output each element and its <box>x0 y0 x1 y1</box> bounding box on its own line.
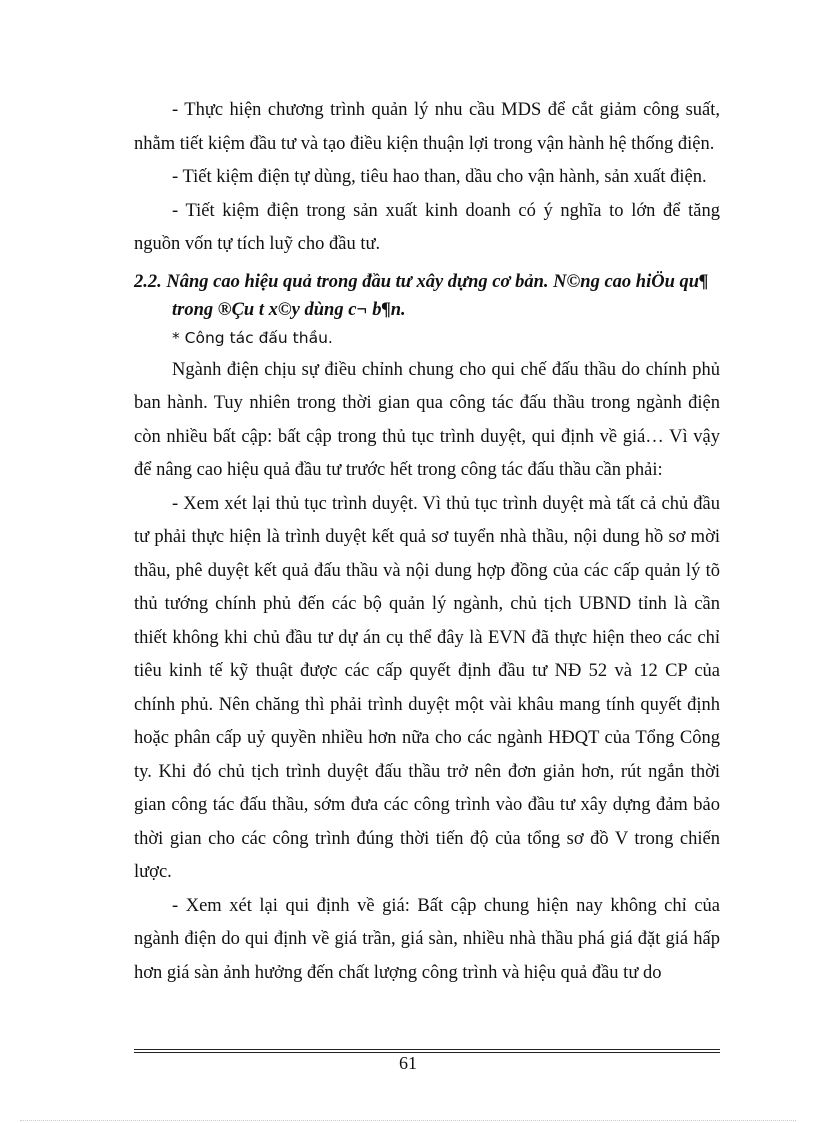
page-body <box>134 94 720 990</box>
paragraph-business-saving: - Tiết kiệm điện trong sản xuất kinh doanh có ý nghĩa to lớn để tăng nguồn vốn tự tích luỹ cho đầu tư. <box>134 200 720 254</box>
page-edge-dotted-line <box>20 1120 796 1121</box>
paragraph-self-use: - Tiết kiệm điện tự dùng, tiêu hao than, dầu cho vận hành, sản xuất điện. <box>172 167 707 187</box>
page-number: 61 <box>399 1053 417 1073</box>
footer-rule-top <box>134 1049 720 1050</box>
paragraph-price-regulation: - Xem xét lại qui định về giá: Bất cập chung hiện nay không chỉ của ngành điện do qui định về giá trần, giá sàn, nhiều nhà thầu phá giá đặt giá hấp hơn giá sàn ảnh hưởng đến chất lượng công trình và hiệu quả đầu tư do <box>134 895 720 983</box>
paragraph-bidding-intro: Ngành điện chịu sự điều chỉnh chung cho qui chế đấu thầu do chính phủ ban hành. Tuy nhiên trong thời gian qua công tác đấu thầu trong ngành điện còn nhiều bất cập: bất cập trong thủ tục trình duyệt, qui định về giá… Vì vậy để nâng cao hiệu quả đầu tư trước hết trong công tác đấu thầu cần phải: <box>134 359 720 480</box>
paragraph-mds: - Thực hiện chương trình quản lý nhu cầu MDS để cắt giảm công suất, nhằm tiết kiệm đầu tư và tạo điều kiện thuận lợi trong vận hành hệ thống điện. <box>134 100 720 154</box>
subheading-bidding: * Công tác đấu thầu. <box>172 328 333 347</box>
paragraph-approval-procedure: - Xem xét lại thủ tục trình duyệt. Vì thủ tục trình duyệt mà tất cả chủ đầu tư phải thực hiện là trình duyệt kết quả sơ tuyển nhà thầu, nội dung hồ sơ mời thầu, phê duyệt kết quả đấu thầu và nội dung hợp đồng của các cấp quản lý tõ thủ tướng chính phủ đến các bộ quản lý ngành, chủ tịch UBND tỉnh là cần thiết không khi chủ đầu tư dự án cụ thể đây là EVN đã thực hiện theo các chỉ tiêu kinh tế kỹ thuật được các cấp quyết định đầu tư NĐ 52 và 12 CP của chính phủ. Nên chăng thì phải trình duyệt một vài khâu mang tính quyết định hoặc phân cấp uỷ quyền nhiều hơn nữa cho các ngành HĐQT của Tổng Công ty. Khi đó chủ tịch trình duyệt đấu thầu trở nên đơn giản hơn, rút ngắn thời gian công tác đấu thầu, sớm đưa các công trình vào đầu tư xây dựng đảm bảo thời gian cho các công trình đúng thời tiến độ của tổng sơ đồ V trong chiến lược. <box>134 493 720 882</box>
section-heading: 2.2. Nâng cao hiệu quả trong đầu tư xây dựng cơ bản. N©ng cao hiÖu qu¶ trong ®Çu t x©y dùng c¬ b¶n. <box>134 271 709 320</box>
